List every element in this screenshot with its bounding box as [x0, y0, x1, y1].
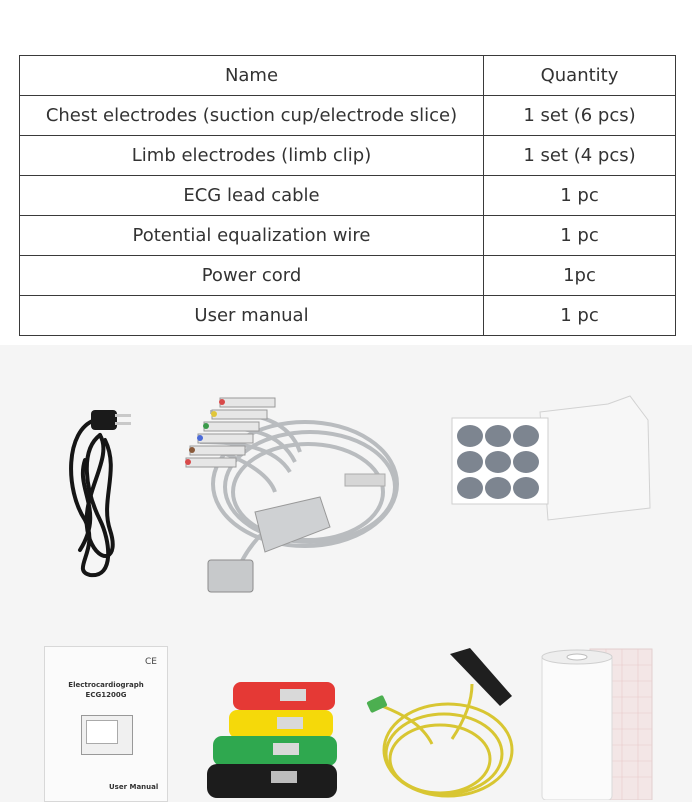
manual-footer: User Manual [109, 783, 159, 791]
row-name: ECG lead cable [20, 176, 484, 216]
table-row [20, 136, 676, 176]
manual-ce-mark: CE [145, 657, 157, 667]
header-name: Name [20, 56, 484, 96]
row-quantity: 1 pc [484, 176, 676, 216]
row-name: User manual [20, 296, 484, 336]
table-row [20, 96, 676, 136]
row-name: Limb electrodes (limb clip) [20, 136, 484, 176]
chest-electrodes-image [448, 390, 658, 530]
ecg-lead-cable-image [180, 392, 405, 607]
row-name: Power cord [20, 256, 484, 296]
user-manual-image [44, 646, 168, 802]
row-quantity: 1 set (6 pcs) [484, 96, 676, 136]
row-name: Potential equalization wire [20, 216, 484, 256]
manual-title: Electrocardiograph [68, 681, 144, 689]
ecg-paper-roll-image [540, 645, 655, 800]
row-name: Chest electrodes (suction cup/electrode slice) [20, 96, 484, 136]
limb-clips-image [205, 676, 340, 800]
equalization-wire-image [362, 644, 522, 800]
header-quantity: Quantity [484, 56, 676, 96]
table-row [20, 176, 676, 216]
power-cord-image [55, 400, 145, 585]
manual-model: ECG1200G [85, 691, 127, 699]
packing-list-table [19, 55, 676, 336]
table-row [20, 256, 676, 296]
row-quantity: 1 pc [484, 216, 676, 256]
row-quantity: 1pc [484, 256, 676, 296]
table-row [20, 296, 676, 336]
table-header-row [20, 56, 676, 96]
manual-device-illustration [81, 715, 133, 755]
row-quantity: 1 pc [484, 296, 676, 336]
row-quantity: 1 set (4 pcs) [484, 136, 676, 176]
table-row [20, 216, 676, 256]
